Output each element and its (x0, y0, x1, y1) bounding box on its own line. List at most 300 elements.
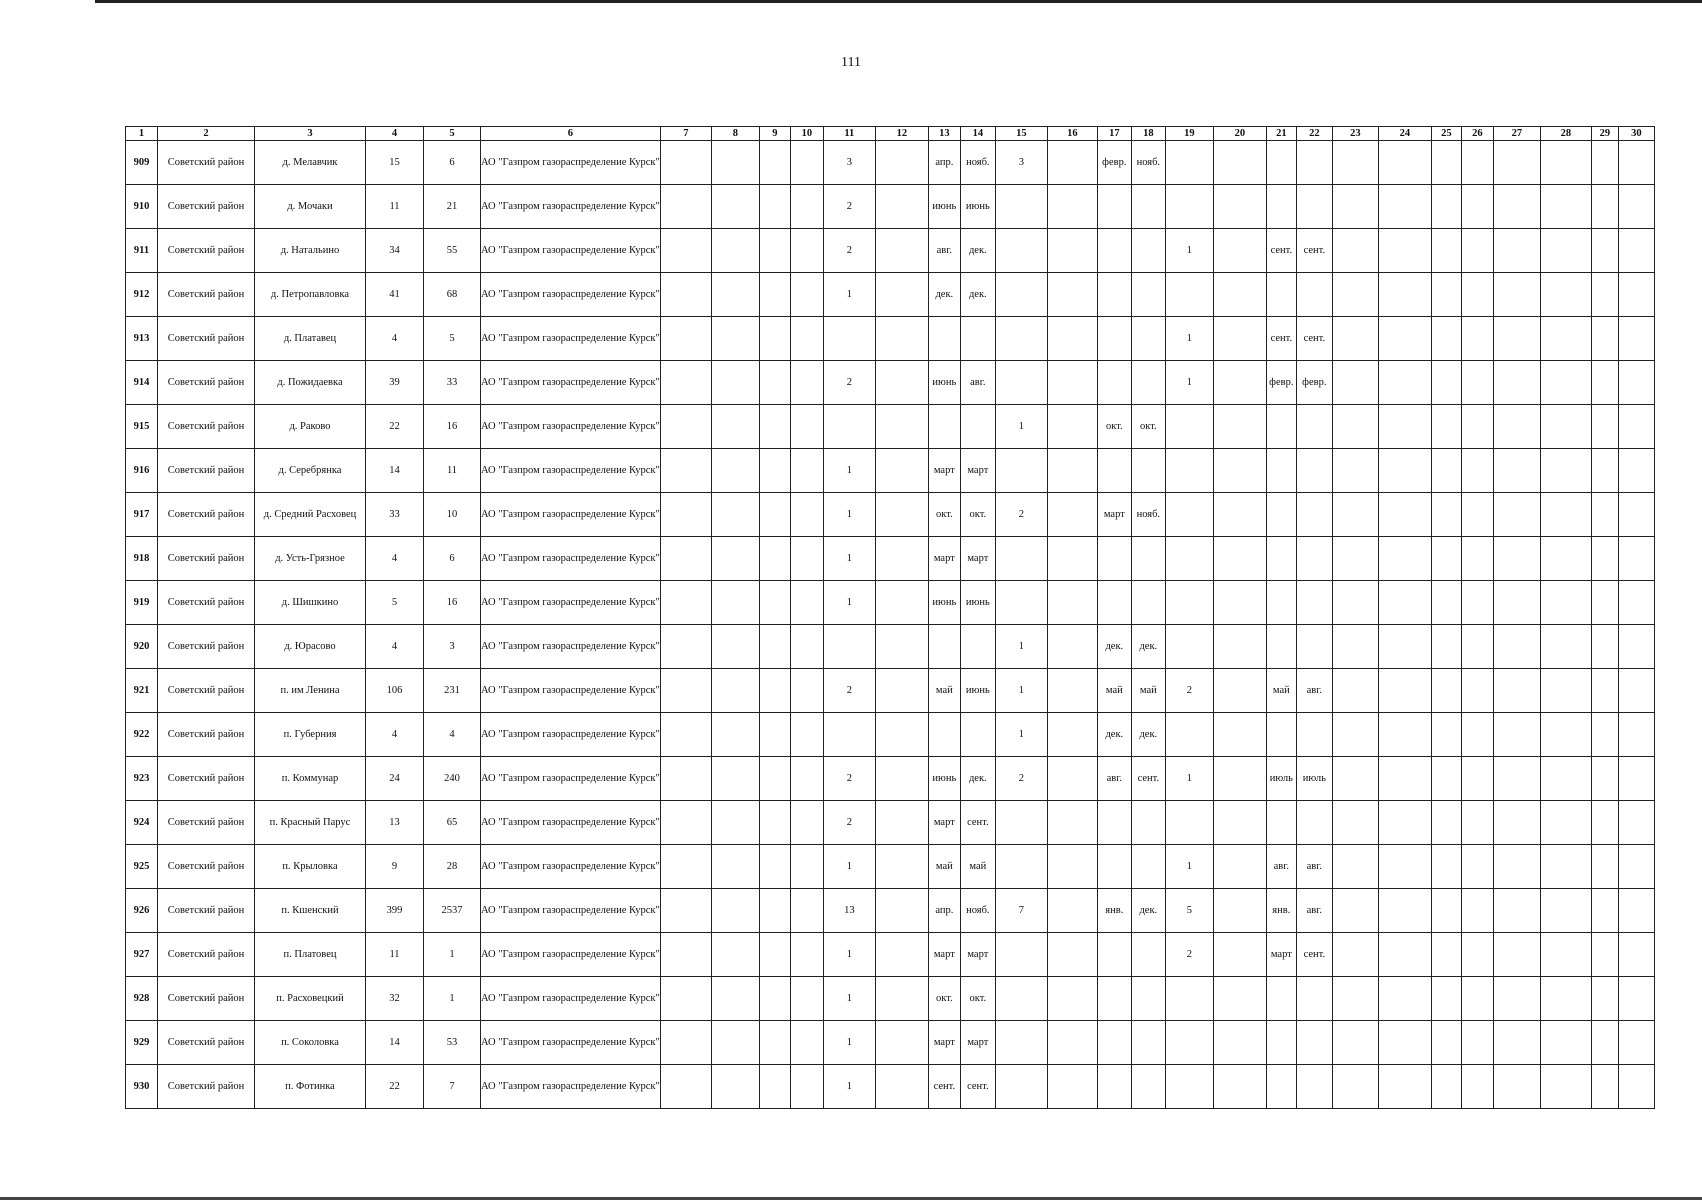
value-cell-col-16 (1047, 1065, 1097, 1109)
value-cell-col-18 (1131, 317, 1165, 361)
value-cell-col-22 (1296, 449, 1332, 493)
value-cell-col-16 (1047, 405, 1097, 449)
count-cell: 5 (366, 581, 424, 625)
district-cell: Советский район (158, 493, 255, 537)
value-cell-col-13: март (928, 537, 960, 581)
value-cell-col-23 (1332, 185, 1378, 229)
value-cell-col-20 (1213, 361, 1266, 405)
value-cell-col-10 (790, 1065, 823, 1109)
value-cell-col-22: авг. (1296, 845, 1332, 889)
value-cell-col-14 (960, 625, 995, 669)
value-cell-col-26 (1461, 581, 1493, 625)
district-cell: Советский район (158, 625, 255, 669)
value-cell-col-18: сент. (1131, 757, 1165, 801)
value-cell-col-19 (1165, 537, 1213, 581)
value-cell-col-12 (875, 185, 928, 229)
value-cell-col-10 (790, 933, 823, 977)
value-cell-col-15: 1 (995, 625, 1047, 669)
value-cell-col-18 (1131, 977, 1165, 1021)
value-cell-col-9 (759, 229, 790, 273)
value-cell-col-11: 1 (823, 537, 875, 581)
value-cell-col-29 (1591, 141, 1618, 185)
value-cell-col-27 (1493, 713, 1540, 757)
value-cell-col-30 (1618, 493, 1654, 537)
value-cell-col-25 (1431, 669, 1461, 713)
value-cell-col-30 (1618, 185, 1654, 229)
locality-cell: д. Платавец (255, 317, 366, 361)
value-cell-col-18 (1131, 933, 1165, 977)
value-cell-col-24 (1378, 889, 1431, 933)
value-cell-col-29 (1591, 361, 1618, 405)
row-number: 912 (126, 273, 158, 317)
value-cell-col-30 (1618, 141, 1654, 185)
column-header: 29 (1591, 127, 1618, 141)
value-cell-col-19 (1165, 977, 1213, 1021)
value-cell-col-20 (1213, 669, 1266, 713)
column-header: 2 (158, 127, 255, 141)
row-number: 918 (126, 537, 158, 581)
value-cell-col-9 (759, 537, 790, 581)
count-cell: 14 (366, 449, 424, 493)
value-cell-col-12 (875, 317, 928, 361)
value-cell-col-13: апр. (928, 889, 960, 933)
value-cell-col-7 (660, 273, 711, 317)
value-cell-col-29 (1591, 933, 1618, 977)
value-cell-col-21 (1266, 405, 1296, 449)
value-cell-col-21: март (1266, 933, 1296, 977)
value-cell-col-30 (1618, 449, 1654, 493)
value-cell-col-11 (823, 625, 875, 669)
value-cell-col-16 (1047, 493, 1097, 537)
value-cell-col-19 (1165, 713, 1213, 757)
value-cell-col-20 (1213, 845, 1266, 889)
value-cell-col-25 (1431, 933, 1461, 977)
value-cell-col-10 (790, 625, 823, 669)
value-cell-col-13: март (928, 933, 960, 977)
column-header: 22 (1296, 127, 1332, 141)
row-number: 911 (126, 229, 158, 273)
value-cell-col-30 (1618, 889, 1654, 933)
value-cell-col-20 (1213, 449, 1266, 493)
count-cell: 21 (424, 185, 481, 229)
value-cell-col-25 (1431, 273, 1461, 317)
value-cell-col-8 (711, 933, 759, 977)
count-cell: 4 (366, 713, 424, 757)
value-cell-col-11 (823, 713, 875, 757)
row-number: 928 (126, 977, 158, 1021)
value-cell-col-22: авг. (1296, 669, 1332, 713)
count-cell: 1 (424, 933, 481, 977)
value-cell-col-18: нояб. (1131, 493, 1165, 537)
table-row (126, 1021, 1655, 1065)
value-cell-col-10 (790, 977, 823, 1021)
row-number: 926 (126, 889, 158, 933)
locality-cell: д. Шишкино (255, 581, 366, 625)
value-cell-col-7 (660, 449, 711, 493)
value-cell-col-21 (1266, 537, 1296, 581)
column-header: 30 (1618, 127, 1654, 141)
district-cell: Советский район (158, 1065, 255, 1109)
count-cell: 9 (366, 845, 424, 889)
column-header: 14 (960, 127, 995, 141)
row-number: 920 (126, 625, 158, 669)
table-row (126, 141, 1655, 185)
value-cell-col-13: сент. (928, 1065, 960, 1109)
value-cell-col-26 (1461, 933, 1493, 977)
value-cell-col-17 (1097, 229, 1131, 273)
count-cell: 10 (424, 493, 481, 537)
value-cell-col-14: окт. (960, 493, 995, 537)
table-row (126, 625, 1655, 669)
organization-cell: АО "Газпром газораспределение Курск" (481, 273, 661, 317)
value-cell-col-12 (875, 361, 928, 405)
value-cell-col-17: февр. (1097, 141, 1131, 185)
value-cell-col-24 (1378, 933, 1431, 977)
value-cell-col-29 (1591, 977, 1618, 1021)
value-cell-col-13 (928, 317, 960, 361)
value-cell-col-26 (1461, 757, 1493, 801)
value-cell-col-22 (1296, 713, 1332, 757)
count-cell: 4 (366, 317, 424, 361)
value-cell-col-10 (790, 713, 823, 757)
value-cell-col-12 (875, 229, 928, 273)
value-cell-col-13: июнь (928, 757, 960, 801)
value-cell-col-24 (1378, 669, 1431, 713)
value-cell-col-16 (1047, 317, 1097, 361)
value-cell-col-30 (1618, 801, 1654, 845)
value-cell-col-29 (1591, 669, 1618, 713)
value-cell-col-16 (1047, 713, 1097, 757)
table-row (126, 537, 1655, 581)
value-cell-col-19: 1 (1165, 757, 1213, 801)
value-cell-col-17 (1097, 537, 1131, 581)
value-cell-col-9 (759, 317, 790, 361)
value-cell-col-30 (1618, 229, 1654, 273)
value-cell-col-29 (1591, 757, 1618, 801)
value-cell-col-30 (1618, 273, 1654, 317)
value-cell-col-30 (1618, 581, 1654, 625)
value-cell-col-17: май (1097, 669, 1131, 713)
row-number: 922 (126, 713, 158, 757)
value-cell-col-16 (1047, 185, 1097, 229)
value-cell-col-17 (1097, 185, 1131, 229)
data-table (125, 126, 1655, 1109)
value-cell-col-15: 1 (995, 713, 1047, 757)
value-cell-col-30 (1618, 405, 1654, 449)
value-cell-col-24 (1378, 141, 1431, 185)
value-cell-col-8 (711, 713, 759, 757)
column-header: 12 (875, 127, 928, 141)
value-cell-col-15 (995, 1065, 1047, 1109)
table-row (126, 1065, 1655, 1109)
value-cell-col-27 (1493, 845, 1540, 889)
value-cell-col-8 (711, 449, 759, 493)
locality-cell: д. Мелавчик (255, 141, 366, 185)
value-cell-col-28 (1540, 493, 1591, 537)
value-cell-col-15 (995, 845, 1047, 889)
row-number: 910 (126, 185, 158, 229)
value-cell-col-25 (1431, 317, 1461, 361)
value-cell-col-18 (1131, 581, 1165, 625)
value-cell-col-22: авг. (1296, 889, 1332, 933)
value-cell-col-22 (1296, 1021, 1332, 1065)
table-row (126, 405, 1655, 449)
count-cell: 399 (366, 889, 424, 933)
value-cell-col-22 (1296, 581, 1332, 625)
value-cell-col-14: сент. (960, 1065, 995, 1109)
value-cell-col-13: июнь (928, 185, 960, 229)
value-cell-col-8 (711, 185, 759, 229)
count-cell: 16 (424, 581, 481, 625)
value-cell-col-26 (1461, 889, 1493, 933)
district-cell: Советский район (158, 141, 255, 185)
district-cell: Советский район (158, 317, 255, 361)
count-cell: 4 (366, 625, 424, 669)
value-cell-col-21 (1266, 801, 1296, 845)
value-cell-col-27 (1493, 537, 1540, 581)
value-cell-col-28 (1540, 581, 1591, 625)
row-number: 927 (126, 933, 158, 977)
value-cell-col-8 (711, 1021, 759, 1065)
column-header: 18 (1131, 127, 1165, 141)
value-cell-col-19 (1165, 1065, 1213, 1109)
value-cell-col-18: дек. (1131, 713, 1165, 757)
value-cell-col-15 (995, 581, 1047, 625)
value-cell-col-21 (1266, 493, 1296, 537)
organization-cell: АО "Газпром газораспределение Курск" (481, 317, 661, 361)
value-cell-col-26 (1461, 449, 1493, 493)
organization-cell: АО "Газпром газораспределение Курск" (481, 229, 661, 273)
value-cell-col-30 (1618, 669, 1654, 713)
value-cell-col-14 (960, 405, 995, 449)
table-row (126, 273, 1655, 317)
value-cell-col-20 (1213, 493, 1266, 537)
value-cell-col-27 (1493, 757, 1540, 801)
organization-cell: АО "Газпром газораспределение Курск" (481, 801, 661, 845)
value-cell-col-9 (759, 449, 790, 493)
count-cell: 4 (424, 713, 481, 757)
value-cell-col-16 (1047, 757, 1097, 801)
district-cell: Советский район (158, 273, 255, 317)
column-header: 4 (366, 127, 424, 141)
value-cell-col-23 (1332, 317, 1378, 361)
value-cell-col-18 (1131, 1065, 1165, 1109)
value-cell-col-9 (759, 669, 790, 713)
organization-cell: АО "Газпром газораспределение Курск" (481, 493, 661, 537)
organization-cell: АО "Газпром газораспределение Курск" (481, 889, 661, 933)
value-cell-col-15 (995, 317, 1047, 361)
value-cell-col-26 (1461, 317, 1493, 361)
table-row (126, 229, 1655, 273)
value-cell-col-27 (1493, 229, 1540, 273)
district-cell: Советский район (158, 757, 255, 801)
district-cell: Советский район (158, 845, 255, 889)
value-cell-col-13 (928, 713, 960, 757)
value-cell-col-20 (1213, 889, 1266, 933)
organization-cell: АО "Газпром газораспределение Курск" (481, 141, 661, 185)
value-cell-col-25 (1431, 405, 1461, 449)
value-cell-col-17 (1097, 449, 1131, 493)
value-cell-col-25 (1431, 449, 1461, 493)
value-cell-col-9 (759, 581, 790, 625)
organization-cell: АО "Газпром газораспределение Курск" (481, 845, 661, 889)
value-cell-col-20 (1213, 581, 1266, 625)
value-cell-col-9 (759, 1021, 790, 1065)
value-cell-col-14: дек. (960, 229, 995, 273)
count-cell: 39 (366, 361, 424, 405)
value-cell-col-26 (1461, 405, 1493, 449)
value-cell-col-25 (1431, 889, 1461, 933)
value-cell-col-23 (1332, 449, 1378, 493)
value-cell-col-12 (875, 977, 928, 1021)
value-cell-col-11: 2 (823, 361, 875, 405)
value-cell-col-12 (875, 493, 928, 537)
value-cell-col-23 (1332, 493, 1378, 537)
value-cell-col-7 (660, 845, 711, 889)
count-cell: 24 (366, 757, 424, 801)
value-cell-col-19: 1 (1165, 229, 1213, 273)
count-cell: 13 (366, 801, 424, 845)
count-cell: 16 (424, 405, 481, 449)
value-cell-col-11: 1 (823, 977, 875, 1021)
value-cell-col-11: 1 (823, 933, 875, 977)
value-cell-col-27 (1493, 273, 1540, 317)
value-cell-col-26 (1461, 625, 1493, 669)
value-cell-col-30 (1618, 757, 1654, 801)
value-cell-col-22 (1296, 625, 1332, 669)
value-cell-col-10 (790, 801, 823, 845)
value-cell-col-14: март (960, 449, 995, 493)
locality-cell: п. Губерния (255, 713, 366, 757)
locality-cell: п. им Ленина (255, 669, 366, 713)
organization-cell: АО "Газпром газораспределение Курск" (481, 581, 661, 625)
value-cell-col-23 (1332, 669, 1378, 713)
value-cell-col-19: 5 (1165, 889, 1213, 933)
value-cell-col-19 (1165, 449, 1213, 493)
value-cell-col-9 (759, 625, 790, 669)
value-cell-col-20 (1213, 1021, 1266, 1065)
value-cell-col-23 (1332, 977, 1378, 1021)
value-cell-col-20 (1213, 405, 1266, 449)
value-cell-col-19 (1165, 625, 1213, 669)
count-cell: 65 (424, 801, 481, 845)
count-cell: 33 (366, 493, 424, 537)
value-cell-col-28 (1540, 405, 1591, 449)
value-cell-col-10 (790, 493, 823, 537)
value-cell-col-11: 1 (823, 845, 875, 889)
value-cell-col-16 (1047, 141, 1097, 185)
value-cell-col-28 (1540, 625, 1591, 669)
value-cell-col-13: март (928, 1021, 960, 1065)
organization-cell: АО "Газпром газораспределение Курск" (481, 1065, 661, 1109)
table-row (126, 493, 1655, 537)
count-cell: 11 (366, 185, 424, 229)
district-cell: Советский район (158, 669, 255, 713)
value-cell-col-24 (1378, 757, 1431, 801)
value-cell-col-27 (1493, 141, 1540, 185)
value-cell-col-20 (1213, 713, 1266, 757)
count-cell: 231 (424, 669, 481, 713)
value-cell-col-21 (1266, 625, 1296, 669)
value-cell-col-29 (1591, 1065, 1618, 1109)
locality-cell: п. Соколовка (255, 1021, 366, 1065)
value-cell-col-26 (1461, 1065, 1493, 1109)
value-cell-col-18 (1131, 801, 1165, 845)
value-cell-col-9 (759, 185, 790, 229)
value-cell-col-28 (1540, 273, 1591, 317)
value-cell-col-14: нояб. (960, 889, 995, 933)
row-number: 930 (126, 1065, 158, 1109)
value-cell-col-19 (1165, 581, 1213, 625)
value-cell-col-16 (1047, 669, 1097, 713)
column-header: 21 (1266, 127, 1296, 141)
count-cell: 3 (424, 625, 481, 669)
value-cell-col-20 (1213, 757, 1266, 801)
table-row (126, 185, 1655, 229)
value-cell-col-20 (1213, 317, 1266, 361)
value-cell-col-29 (1591, 1021, 1618, 1065)
value-cell-col-11: 1 (823, 1021, 875, 1065)
value-cell-col-25 (1431, 141, 1461, 185)
value-cell-col-22: июль (1296, 757, 1332, 801)
value-cell-col-16 (1047, 889, 1097, 933)
value-cell-col-11: 1 (823, 493, 875, 537)
value-cell-col-27 (1493, 493, 1540, 537)
value-cell-col-10 (790, 361, 823, 405)
value-cell-col-26 (1461, 713, 1493, 757)
count-cell: 6 (424, 537, 481, 581)
value-cell-col-14: июнь (960, 185, 995, 229)
count-cell: 4 (366, 537, 424, 581)
value-cell-col-10 (790, 229, 823, 273)
value-cell-col-16 (1047, 625, 1097, 669)
value-cell-col-9 (759, 713, 790, 757)
district-cell: Советский район (158, 537, 255, 581)
district-cell: Советский район (158, 581, 255, 625)
value-cell-col-24 (1378, 1021, 1431, 1065)
value-cell-col-21 (1266, 977, 1296, 1021)
value-cell-col-17: март (1097, 493, 1131, 537)
value-cell-col-17: окт. (1097, 405, 1131, 449)
value-cell-col-24 (1378, 229, 1431, 273)
value-cell-col-17 (1097, 977, 1131, 1021)
value-cell-col-19 (1165, 273, 1213, 317)
value-cell-col-25 (1431, 361, 1461, 405)
count-cell: 28 (424, 845, 481, 889)
value-cell-col-26 (1461, 1021, 1493, 1065)
value-cell-col-18 (1131, 1021, 1165, 1065)
value-cell-col-19: 1 (1165, 317, 1213, 361)
value-cell-col-25 (1431, 1021, 1461, 1065)
value-cell-col-15: 2 (995, 757, 1047, 801)
value-cell-col-25 (1431, 1065, 1461, 1109)
value-cell-col-11: 2 (823, 757, 875, 801)
page-number: 111 (841, 55, 861, 70)
value-cell-col-26 (1461, 493, 1493, 537)
value-cell-col-22: сент. (1296, 933, 1332, 977)
row-number: 915 (126, 405, 158, 449)
column-header: 28 (1540, 127, 1591, 141)
value-cell-col-24 (1378, 317, 1431, 361)
value-cell-col-16 (1047, 449, 1097, 493)
value-cell-col-7 (660, 581, 711, 625)
value-cell-col-29 (1591, 625, 1618, 669)
value-cell-col-8 (711, 493, 759, 537)
value-cell-col-18: окт. (1131, 405, 1165, 449)
row-number: 919 (126, 581, 158, 625)
value-cell-col-14: окт. (960, 977, 995, 1021)
organization-cell: АО "Газпром газораспределение Курск" (481, 1021, 661, 1065)
